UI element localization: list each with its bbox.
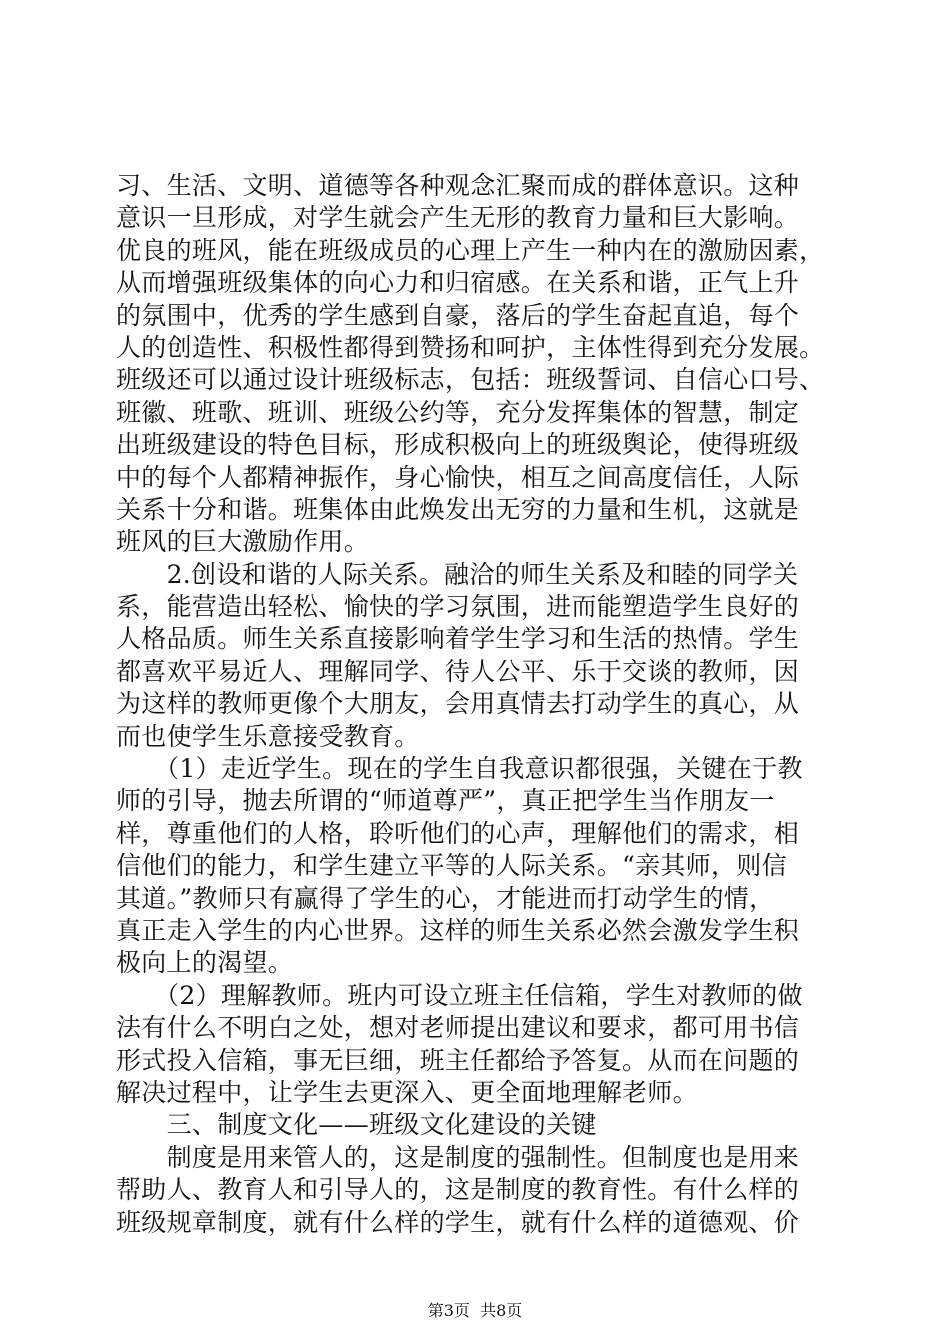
text-line: （1）走近学生。现在的学生自我意识都很强，关键在于教 — [116, 754, 803, 784]
text-line: 2.创设和谐的人际关系。融洽的师生关系及和睦的同学关 — [116, 559, 799, 589]
text-line: 而也使学生乐意接受教育。 — [116, 721, 420, 751]
text-line: 从而增强班级集体的向心力和归宿感。在关系和谐，正气上升 — [116, 268, 800, 298]
document-body — [116, 170, 836, 1239]
text-line: 优良的班风，能在班级成员的心理上产生一种内在的激励因素， — [116, 235, 825, 265]
text-line: 其道。”教师只有赢得了学生的心，才能进而打动学生的情， — [116, 883, 775, 913]
text-line: 制度是用来管人的，这是制度的强制性。但制度也是用来 — [116, 1142, 800, 1172]
text-line: 人的创造性、积极性都得到赞扬和呵护，主体性得到充分发展。 — [116, 332, 825, 362]
text-line: 都喜欢平易近人、理解同学、待人公平、乐于交谈的教师，因 — [116, 656, 800, 686]
text-line: 真正走入学生的内心世界。这样的师生关系必然会激发学生积 — [116, 915, 800, 945]
text-line: 极向上的渴望。 — [116, 948, 294, 978]
text-line: 三、制度文化——班级文化建设的关键 — [116, 1110, 597, 1140]
text-line: 为这样的教师更像个大朋友，会用真情去打动学生的真心，从 — [116, 689, 800, 719]
text-line: 系，能营造出轻松、愉快的学习氛围，进而能塑造学生良好的 — [116, 592, 800, 622]
text-line: 法有什么不明白之处，想对老师提出建议和要求，都可用书信 — [116, 1013, 800, 1043]
text-line: 信他们的能力，和学生建立平等的人际关系。“亲其师，则信 — [116, 851, 787, 881]
text-line: 中的每个人都精神振作，身心愉快，相互之间高度信任，人际 — [116, 462, 800, 492]
page-number-label: 第3页 共8页 — [427, 1301, 523, 1320]
text-line: 人格品质。师生关系直接影响着学生学习和生活的热情。学生 — [116, 624, 800, 654]
text-line: 班风的巨大激励作用。 — [116, 527, 370, 557]
text-line: 出班级建设的特色目标，形成积极向上的班级舆论，使得班级 — [116, 430, 800, 460]
text-line: （2）理解教师。班内可设立班主任信箱，学生对教师的做 — [116, 980, 803, 1010]
text-line: 帮助人、教育人和引导人的，这是制度的教育性。有什么样的 — [116, 1175, 800, 1205]
page-footer — [0, 1301, 950, 1321]
text-line: 解决过程中，让学生去更深入、更全面地理解老师。 — [116, 1077, 698, 1107]
text-line: 形式投入信箱，事无巨细，班主任都给予答复。从而在问题的 — [116, 1045, 800, 1075]
text-line: 班级还可以通过设计班级标志，包括：班级誓词、自信心口号、 — [116, 365, 825, 395]
text-line: 班级规章制度，就有什么样的学生，就有什么样的道德观、价 — [116, 1207, 800, 1237]
text-line: 关系十分和谐。班集体由此焕发出无穷的力量和生机，这就是 — [116, 494, 800, 524]
text-line: 习、生活、文明、道德等各种观念汇聚而成的群体意识。这种 — [116, 171, 800, 200]
text-line: 意识一旦形成，对学生就会产生无形的教育力量和巨大影响。 — [116, 203, 800, 233]
text-line: 的氛围中，优秀的学生感到自豪，落后的学生奋起直追，每个 — [116, 300, 800, 330]
text-line: 班徽、班歌、班训、班级公约等，充分发挥集体的智慧，制定 — [116, 397, 800, 427]
text-line: 样，尊重他们的人格，聆听他们的心声，理解他们的需求，相 — [116, 818, 800, 848]
text-line: 师的引导，抛去所谓的“师道尊严”，真正把学生当作朋友一 — [116, 786, 775, 816]
